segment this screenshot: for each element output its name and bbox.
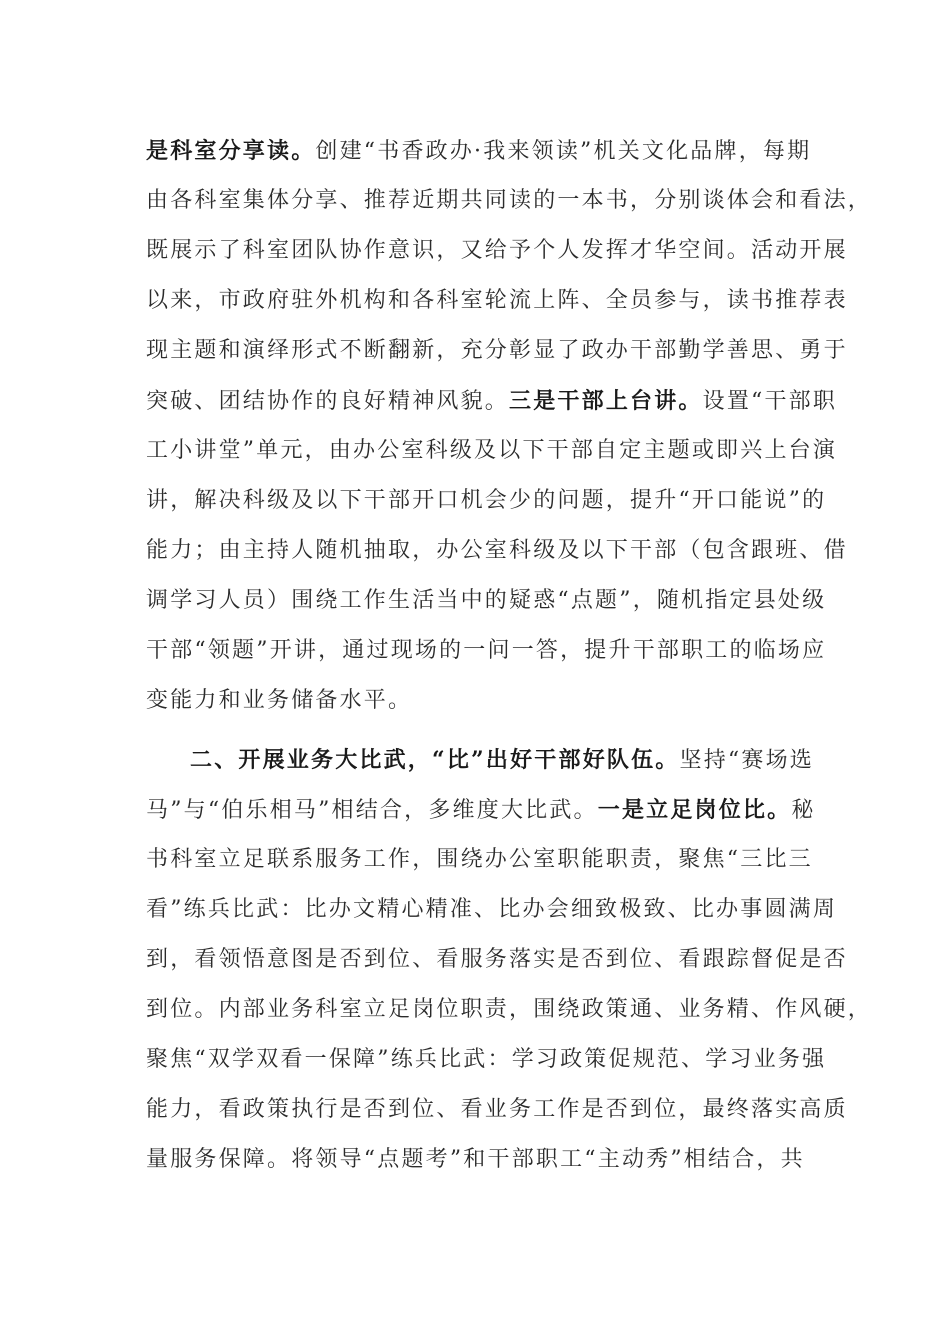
text-run: 书科室立足联系服务工作，围绕办公室职能职责，聚焦“三比三 [146, 847, 813, 872]
bold-heading-run: 二、开展业务大比武，“比”出好干部好队伍。 [190, 747, 680, 773]
paragraph-reading-activities [146, 126, 873, 726]
text-run: 能力；由主持人随机抽取，办公室科级及以下干部（包含跟班、借 [146, 538, 848, 563]
text-line [146, 1085, 848, 1135]
text-run: 到位。内部业务科室立足岗位职责，围绕政策通、业务精、作风硬， [146, 997, 873, 1022]
text-run: 讲，解决科级及以下干部开口机会少的问题，提升“开口能说”的 [146, 488, 827, 513]
text-run: 调学习人员）围绕工作生活当中的疑惑“点题”，随机指定县处级 [146, 588, 827, 613]
text-line [146, 985, 873, 1035]
text-line [146, 276, 848, 326]
text-line [146, 326, 848, 376]
text-run: 现主题和演绎形式不断翻新，充分彰显了政办干部勤学善思、勇于 [146, 338, 848, 363]
text-line [146, 376, 838, 426]
text-run: 量服务保障。将领导“点题考”和干部职工“主动秀”相结合，共 [146, 1147, 805, 1172]
text-run: 工小讲堂”单元，由办公室科级及以下干部自定主题或即兴上台演 [146, 438, 838, 463]
paragraph-business-competition [146, 735, 873, 1185]
text-run: 变能力和业务储备水平。 [146, 688, 413, 713]
text-run: 马”与“伯乐相马”相结合，多维度大比武。 [146, 798, 598, 823]
bold-heading-run: 三是干部上台讲。 [509, 388, 703, 414]
text-line [146, 226, 848, 276]
text-run: 由各科室集体分享、推荐近期共同读的一本书，分别谈体会和看法， [146, 188, 873, 213]
text-run: 聚焦“双学双看一保障”练兵比武：学习政策促规范、学习业务强 [146, 1047, 827, 1072]
text-run: 既展示了科室团队协作意识，又给予个人发挥才华空间。活动开展 [146, 238, 848, 263]
text-line [146, 676, 826, 726]
text-line [146, 785, 826, 835]
text-run: 突破、团结协作的良好精神风貌。 [146, 389, 510, 414]
text-run: 以来，市政府驻外机构和各科室轮流上阵、全员参与，读书推荐表 [146, 288, 848, 313]
bold-heading-run: 一是立足岗位比。 [597, 797, 792, 823]
text-line [146, 626, 826, 676]
text-line [146, 885, 838, 935]
text-run: 创建“书香政办·我来领读”机关文化品牌，每期 [315, 139, 812, 164]
text-line [146, 1135, 826, 1185]
text-line [146, 126, 826, 176]
text-line [146, 735, 826, 785]
text-line [146, 476, 826, 526]
text-line [146, 526, 848, 576]
text-run: 看”练兵比武：比办文精心精准、比办会细致极致、比办事圆满周 [146, 897, 838, 922]
text-line [146, 176, 873, 226]
text-line [146, 426, 838, 476]
bold-heading-run: 是科室分享读。 [146, 138, 316, 164]
text-line [146, 576, 826, 626]
text-run: 坚持“赛场选 [679, 748, 814, 773]
text-line [146, 935, 848, 985]
text-line [146, 835, 826, 885]
text-run: 设置“干部职 [702, 389, 838, 414]
text-line [146, 1035, 826, 1085]
text-run: 秘 [791, 798, 816, 823]
text-run: 干部“领题”开讲，通过现场的一问一答，提升干部职工的临场应 [146, 638, 827, 663]
text-run: 到，看领悟意图是否到位、看服务落实是否到位、看跟踪督促是否 [146, 947, 848, 972]
text-run: 能力，看政策执行是否到位、看业务工作是否到位，最终落实高质 [146, 1097, 848, 1122]
